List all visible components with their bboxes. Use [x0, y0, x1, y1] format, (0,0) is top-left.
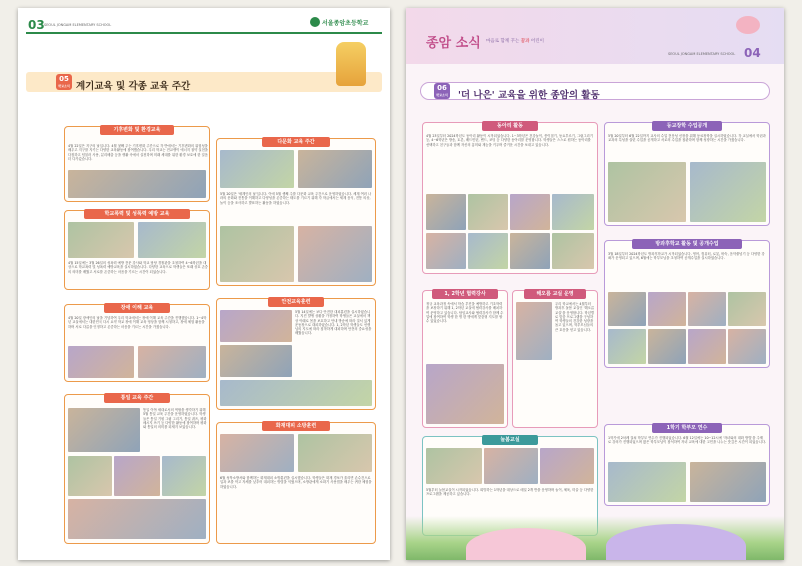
photo — [552, 233, 594, 269]
photo — [162, 456, 206, 496]
photo — [510, 233, 550, 269]
article-body: 6월 성북소방서와 함께하는 화재대피 소방훈련을 실시했습니다. 학생들은 화재 경보가 울리면 손수건으로 입과 코를 막고 자세를 낮추어 대피하는 방법을 익혔으며, 소방관에게 소화기 사용법을 배우는 귀한 체험을 하였습니다. — [220, 476, 372, 489]
photo — [728, 292, 766, 326]
footer-hill-shape — [466, 528, 586, 560]
trophy-illustration — [336, 42, 366, 86]
photo — [540, 448, 594, 484]
article-body: 5월 20일은 '세계인의 날'입니다. 이에 5월 셋째 주를 다문화 교육 주간으로 운영하였습니다. 세계 여러 나라의 문화와 전통을 이해하고 다양성을 존중하는 태도를 기르기 위해 각 학급에서는 세계 음식, 전통 의상, 놀이 등을 조사하고 발표하는 활동을 하였습니다. — [220, 192, 372, 205]
article-title: 다문화 교육 주간 — [262, 137, 330, 147]
footer-hill-shape — [606, 524, 746, 560]
photo — [728, 329, 766, 364]
photo — [552, 194, 594, 230]
article-body: 3월 18일부터 2024학년도 방과후학교가 시작되었습니다. 영어, 컴퓨터, 로봇, 바둑, 음악줄넘기 등 다양한 강좌가 운영되고 있으며, 6월에는 학부모님을 초청하여 공개수업을 실시하였습니다. — [608, 252, 765, 261]
photo — [114, 456, 160, 496]
photo — [516, 302, 552, 360]
article-body: 5월부터 늘봄교실이 시작되었습니다. 희망하는 1학년을 대상으로 매일 2개 반을 운영하며 놀이, 체육, 미술 등 다양한 프로그램을 제공하고 있습니다. — [426, 488, 594, 497]
photo — [608, 462, 686, 502]
tagline-highlight: 꿈과 — [520, 39, 530, 44]
photo — [468, 194, 508, 230]
article-body: 5월 20일부터 6월 22일까지 교사의 수업 전문성 신장을 위해 동료장학을 실시하였습니다. 각 교실에서 학년과 교과의 특성을 살린 수업을 공개하고 서로의 수업을 참관하며 함께 성장하는 시간을 가졌습니다. — [608, 134, 766, 143]
photo — [688, 292, 726, 326]
article-body: 5월 14일에는 보다 안전한 대피훈련을 실시하였습니다. 지진 발생 상황을 가정하여 학생들은 교실에서 책상 아래로 몸을 보호하고 안내 방송에 따라 질서 있게 운동장으로 대피하였습니다. 1, 2학년 학생들도 선생님의 지도에 따라 침착하게 대피하며 안전의 중요성을 배웠습니다. — [295, 310, 372, 336]
article-title: 기후변화 및 환경교육 — [100, 125, 174, 135]
photo — [68, 499, 206, 539]
section-number-badge — [434, 83, 450, 99]
photo — [688, 329, 726, 364]
photo — [298, 434, 372, 472]
photo — [68, 222, 134, 258]
section-number: 06 — [437, 84, 447, 92]
header-rule — [26, 32, 382, 34]
article-title: 장애 이해 교육 — [104, 303, 170, 313]
article-title: 동아리 활동 — [482, 121, 538, 131]
article-body: 우리 학교에서는 4월부터 방과후 돌봄 교실인 '해오름 교실'을 운영합니다. 학년별로 맞춤 프로그램을 구성하여 학생들의 건강한 성장을 돕고 있으며, 학부모님들의 큰 호응을 얻고 있습니다. — [555, 302, 595, 332]
tagline-post: 어린이 — [530, 39, 544, 44]
photo — [220, 150, 294, 188]
photo — [690, 462, 766, 502]
photo — [426, 194, 466, 230]
photo — [426, 448, 482, 484]
photo — [484, 448, 538, 484]
article-title: 학교폭력 및 성폭력 예방 교육 — [84, 209, 190, 219]
photo — [608, 292, 646, 326]
header-title: 종암 소식 — [426, 36, 481, 51]
school-name-en: SEOUL JONGAM ELEMENTARY SCHOOL — [44, 23, 112, 27]
article-title: 해오름 교실 운영 — [524, 289, 586, 299]
photo — [298, 150, 372, 188]
article-body: 정규 교육과정 속에서 학습 부진을 예방하고 기초학력을 보장하기 위해 1, 2학년 교실에 협력강사를 배치하여 운영하고 있습니다. 담임교사와 협력강사가 함께 수업에 참여하여 학생 한 명 한 명에게 맞춤형 지도를 할 수 있었습니다. — [426, 302, 504, 324]
page-number: 04 — [744, 46, 761, 60]
photo — [648, 329, 686, 364]
photo — [426, 364, 504, 424]
photo — [68, 456, 112, 496]
photo — [690, 162, 766, 222]
section-number-badge — [56, 74, 72, 90]
article-title: 안전교육훈련 — [268, 297, 324, 307]
article-title: 등교장학 수업공개 — [652, 121, 722, 131]
article-body: 통일 이야 세대로서의 역할을 생각하기 위해 5월 통일 교육 주간을 운영하였습니다. 학생들은 통일 기원 그림 그리기, 통일 퀴즈, 평화 메시지 쓰기 등 다양한 활동에 참여하며 평화와 통일의 의미를 되새겨 보았습니다. — [143, 408, 207, 430]
page-number: 03 — [28, 18, 45, 32]
article-title: 화재대피 소방훈련 — [262, 421, 330, 431]
article-title: 1학기 학부모 연수 — [652, 423, 722, 433]
photo — [220, 434, 294, 472]
article-body: 4월 22일은 지구의 날입니다. 4월 첫째 주는 기후변화 주간으로 각 반에서는 기후변화의 위험성을 배우고 지구를 지키는 다양한 교육활동에 참여했습니다. 우리 학교는 전교생이 에너지 절약 실천을 다짐하고 텀블러 사용, 분리배출 등을 생활 속에서 실천하며 미래 세대를 위한 환경 보호에 한 걸음 더 다가갔습니다. — [68, 144, 208, 161]
photo — [138, 346, 206, 378]
photo — [68, 170, 206, 198]
photo — [608, 162, 686, 222]
section-sub: 학교소식 — [58, 84, 70, 88]
photo — [468, 233, 508, 269]
article-body: 4월 23일부터 2024학년도 동아리 활동이 시작되었습니다. 1~3학년은 건강놀이, 종이접기, 동요부르기, 그림그리기 등, 4~6학년은 방송, 토론, 배드민턴, 밴드, 코딩 등 다양한 동아리를 운영합니다. 학생들은 스스로 원하는 동아리를 선택하고 친구들과 함께 자신의 흥미와 재능을 키우며 즐거운 시간을 보내고 있습니다. — [426, 134, 593, 147]
photo — [68, 408, 140, 452]
photo — [68, 346, 134, 378]
photo — [510, 194, 550, 230]
photo — [220, 310, 292, 342]
header-tagline — [486, 38, 544, 44]
photo — [298, 226, 372, 282]
rocket-illustration — [736, 16, 760, 34]
school-name-kr: 서울종암초등학교 — [322, 20, 369, 27]
section-title: 계기교육 및 각종 교육 주간 — [76, 81, 191, 92]
section-sub: 학교소식 — [436, 93, 448, 97]
school-name-en: SEOUL JONGAM ELEMENTARY SCHOOL — [668, 52, 736, 56]
article-title: 1, 2학년 협력강사 — [432, 289, 498, 299]
newsletter-page-left — [18, 8, 390, 560]
photo — [220, 226, 294, 282]
tagline-pre: 마음로 함께 꾸는 — [486, 39, 521, 44]
photo — [608, 329, 646, 364]
article-body: 4월 15일에는 3월 26일의 성폭력 예방 전문 강사와 학교 담당 경찰관을 초청하여 4~6학년을 대상으로 학교폭력 및 성폭력 예방교육을 실시하였습니다. 다양한 교육으로 학생들은 또래 상호 존중의 의미를 배웠고 서로를 존중하는 마음을 기르는 시간이 되었습니다. — [68, 261, 208, 274]
section-title: '더 나은' 교육을 위한 종암의 활동 — [458, 90, 600, 101]
newsletter-page-right — [406, 8, 784, 560]
school-logo-icon — [310, 17, 320, 27]
photo — [220, 345, 292, 377]
article-title: 늘봄교실 — [482, 435, 538, 445]
article-title: 방과후학교 활동 및 공개수업 — [632, 239, 742, 249]
photo — [220, 380, 372, 406]
photo — [138, 222, 206, 258]
photo — [426, 233, 466, 269]
article-body: 1학기에 2차례 걸쳐 학부모 연수가 진행되었습니다. 6월 12일에는 10~12시에 '자녀와의 대화 방법'을 주제로 강의가 진행되었으며 많은 학부모님이 참석하여 자녀 교육에 대한 고민을 나누는 뜻깊은 시간이 되었습니다. — [608, 436, 766, 445]
article-title: 통일 교육 주간 — [104, 393, 170, 403]
photo — [648, 292, 686, 326]
section-number: 05 — [59, 75, 69, 83]
article-body: 4월 20일 장애인의 날을 기념하여 우리 학교에서는 장애 이해 교육 주간을 진행했습니다. 1~4학년 교실에서는 대한민국 다시 요약 학교 장애 이해 교육 영상을 함께 시청하고, 장애 체험 활동을 하며 서로 다름을 인정하고 존중하는 마음을 기르는 시간을 가졌습니다. — [68, 316, 207, 329]
